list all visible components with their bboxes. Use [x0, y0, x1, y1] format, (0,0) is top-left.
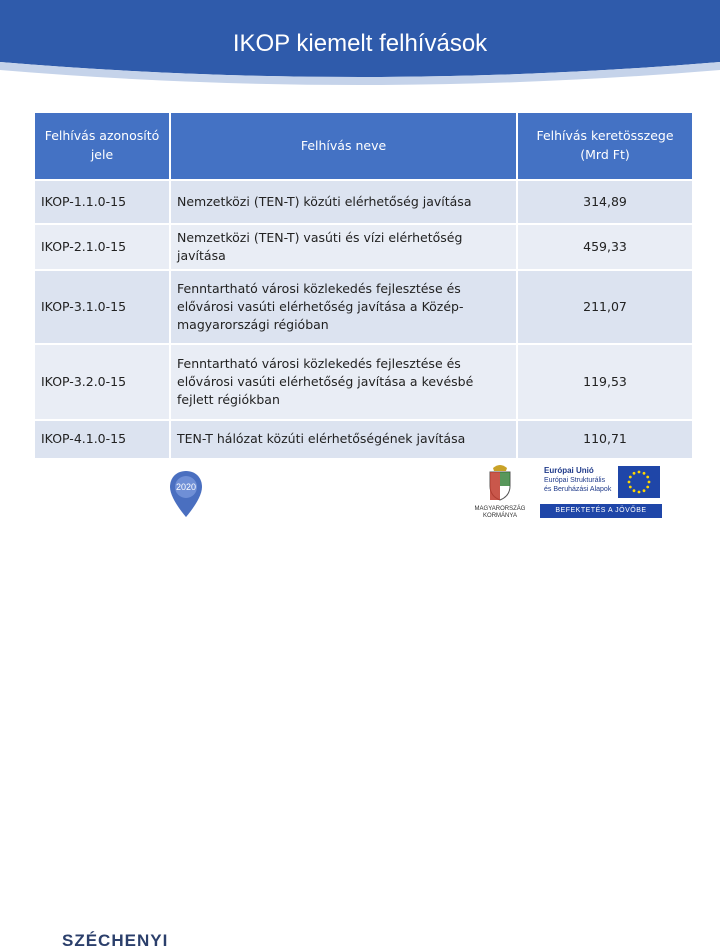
cell-amount: 314,89	[517, 180, 692, 224]
page-title: IKOP kiemelt felhívások	[232, 30, 488, 57]
eu-line1: Európai Strukturális	[544, 477, 606, 485]
header-amount: Felhívás keretösszege (Mrd Ft)	[517, 113, 692, 180]
cell-name: Fenntartható városi közlekedés fejlesztése és elővárosi vasúti elérhetőség javítása a Közép-magyarországi régióban	[170, 270, 517, 344]
table-row	[35, 270, 692, 344]
header-id: Felhívás azonosító jele	[35, 113, 170, 180]
cell-id: IKOP-4.1.0-15	[35, 420, 170, 458]
cell-name: Fenntartható városi közlekedés fejlesztése és elővárosi vasúti elérhetőség javítása a kevésbé fejlett régiókban	[170, 344, 517, 420]
government-logo	[470, 462, 530, 520]
eu-title: Európai Unió	[544, 466, 594, 475]
cell-id: IKOP-2.1.0-15	[35, 224, 170, 270]
cell-id: IKOP-3.1.0-15	[35, 270, 170, 344]
szechenyi-pin-icon	[168, 469, 204, 519]
cell-amount: 211,07	[517, 270, 692, 344]
cell-name: TEN-T hálózat közúti elérhetőségének javítása	[170, 420, 517, 458]
szechenyi-logo-text: SZÉCHENYI	[62, 931, 169, 950]
gov-line2: KORMÁNYA	[483, 513, 517, 520]
table-row	[35, 344, 692, 420]
cell-id: IKOP-3.2.0-15	[35, 344, 170, 420]
table-header-row	[35, 113, 692, 180]
eu-slogan: BEFEKTETÉS A JÖVŐBE	[540, 504, 662, 518]
szechenyi-year: 2020	[175, 482, 197, 492]
cell-name: Nemzetközi (TEN-T) vasúti és vízi elérhetőség javítása	[170, 224, 517, 270]
coat-of-arms-icon	[485, 462, 515, 502]
cell-id: IKOP-1.1.0-15	[35, 180, 170, 224]
cell-amount: 110,71	[517, 420, 692, 458]
cell-amount: 119,53	[517, 344, 692, 420]
footer	[0, 455, 720, 950]
table-row	[35, 180, 692, 224]
table-row	[35, 420, 692, 458]
header-banner	[0, 0, 720, 88]
gov-line1: MAGYARORSZÁG	[474, 506, 526, 512]
calls-table	[35, 113, 692, 458]
eu-line2: és Beruházási Alapok	[544, 486, 612, 494]
eu-logo	[540, 464, 662, 520]
eu-flag-icon	[618, 466, 660, 498]
cell-name: Nemzetközi (TEN-T) közúti elérhetőség javítása	[170, 180, 517, 224]
cell-amount: 459,33	[517, 224, 692, 270]
header-name: Felhívás neve	[170, 113, 517, 180]
table-row	[35, 224, 692, 270]
